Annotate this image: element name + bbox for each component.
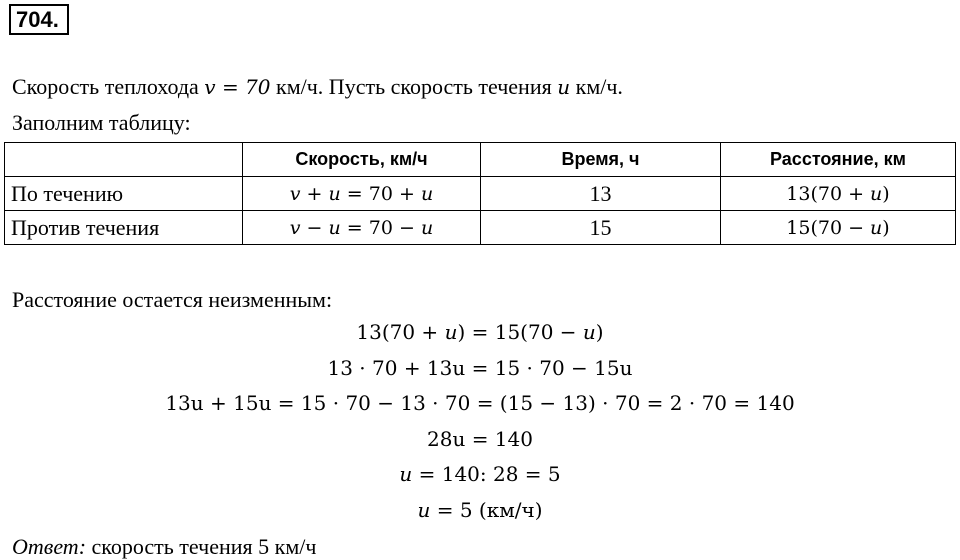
distance-cell: 15(70 − u): [721, 211, 956, 245]
equation-line: u = 5 (км/ч): [417, 498, 543, 522]
intro-part-1: Скорость теплохода: [12, 74, 199, 99]
answer-text: скорость течения 5 км/ч: [91, 534, 317, 559]
time-cell: 15: [481, 211, 721, 245]
distance-statement: Расстояние остается неизменным:: [12, 287, 333, 312]
answer-line: [12, 534, 316, 560]
equation-line: 13(70 + u) = 15(70 − u): [356, 320, 604, 344]
intro-part-3: км/ч.: [575, 74, 623, 99]
distance-cell: 13(70 + u): [721, 177, 956, 211]
speed-v-equation: [204, 75, 270, 99]
problem-number: 704.: [9, 4, 69, 35]
answer-label: Ответ:: [12, 534, 87, 559]
table-header: Расстояние, км: [721, 143, 956, 177]
motion-table: [4, 142, 956, 245]
intro-line: [12, 74, 623, 100]
equation-line: 13 · 70 + 13u = 15 · 70 − 15u: [327, 356, 633, 380]
intro-part-2: км/ч. Пусть скорость течения: [276, 74, 552, 99]
row-label: Против течения: [5, 211, 243, 245]
variable-u: u: [557, 75, 571, 99]
table-header: [5, 143, 243, 177]
fill-table-text: Заполним таблицу:: [12, 110, 191, 135]
row-label: По течению: [5, 177, 243, 211]
equation-line: 13u + 15u = 15 · 70 − 13 · 70 = (15 − 13) · 70 = 2 · 70 = 140: [165, 391, 795, 415]
equation-line: u = 140: 28 = 5: [399, 462, 561, 486]
speed-v-expr: v = 70: [204, 75, 271, 99]
table-header: Время, ч: [481, 143, 721, 177]
equation-line: 28u = 140: [427, 427, 533, 451]
table-row: [5, 211, 956, 245]
table-row: [5, 177, 956, 211]
speed-cell: v + u = 70 + u: [243, 177, 481, 211]
speed-cell: v − u = 70 − u: [243, 211, 481, 245]
table-header-row: [5, 143, 956, 177]
table-header: Скорость, км/ч: [243, 143, 481, 177]
time-cell: 13: [481, 177, 721, 211]
